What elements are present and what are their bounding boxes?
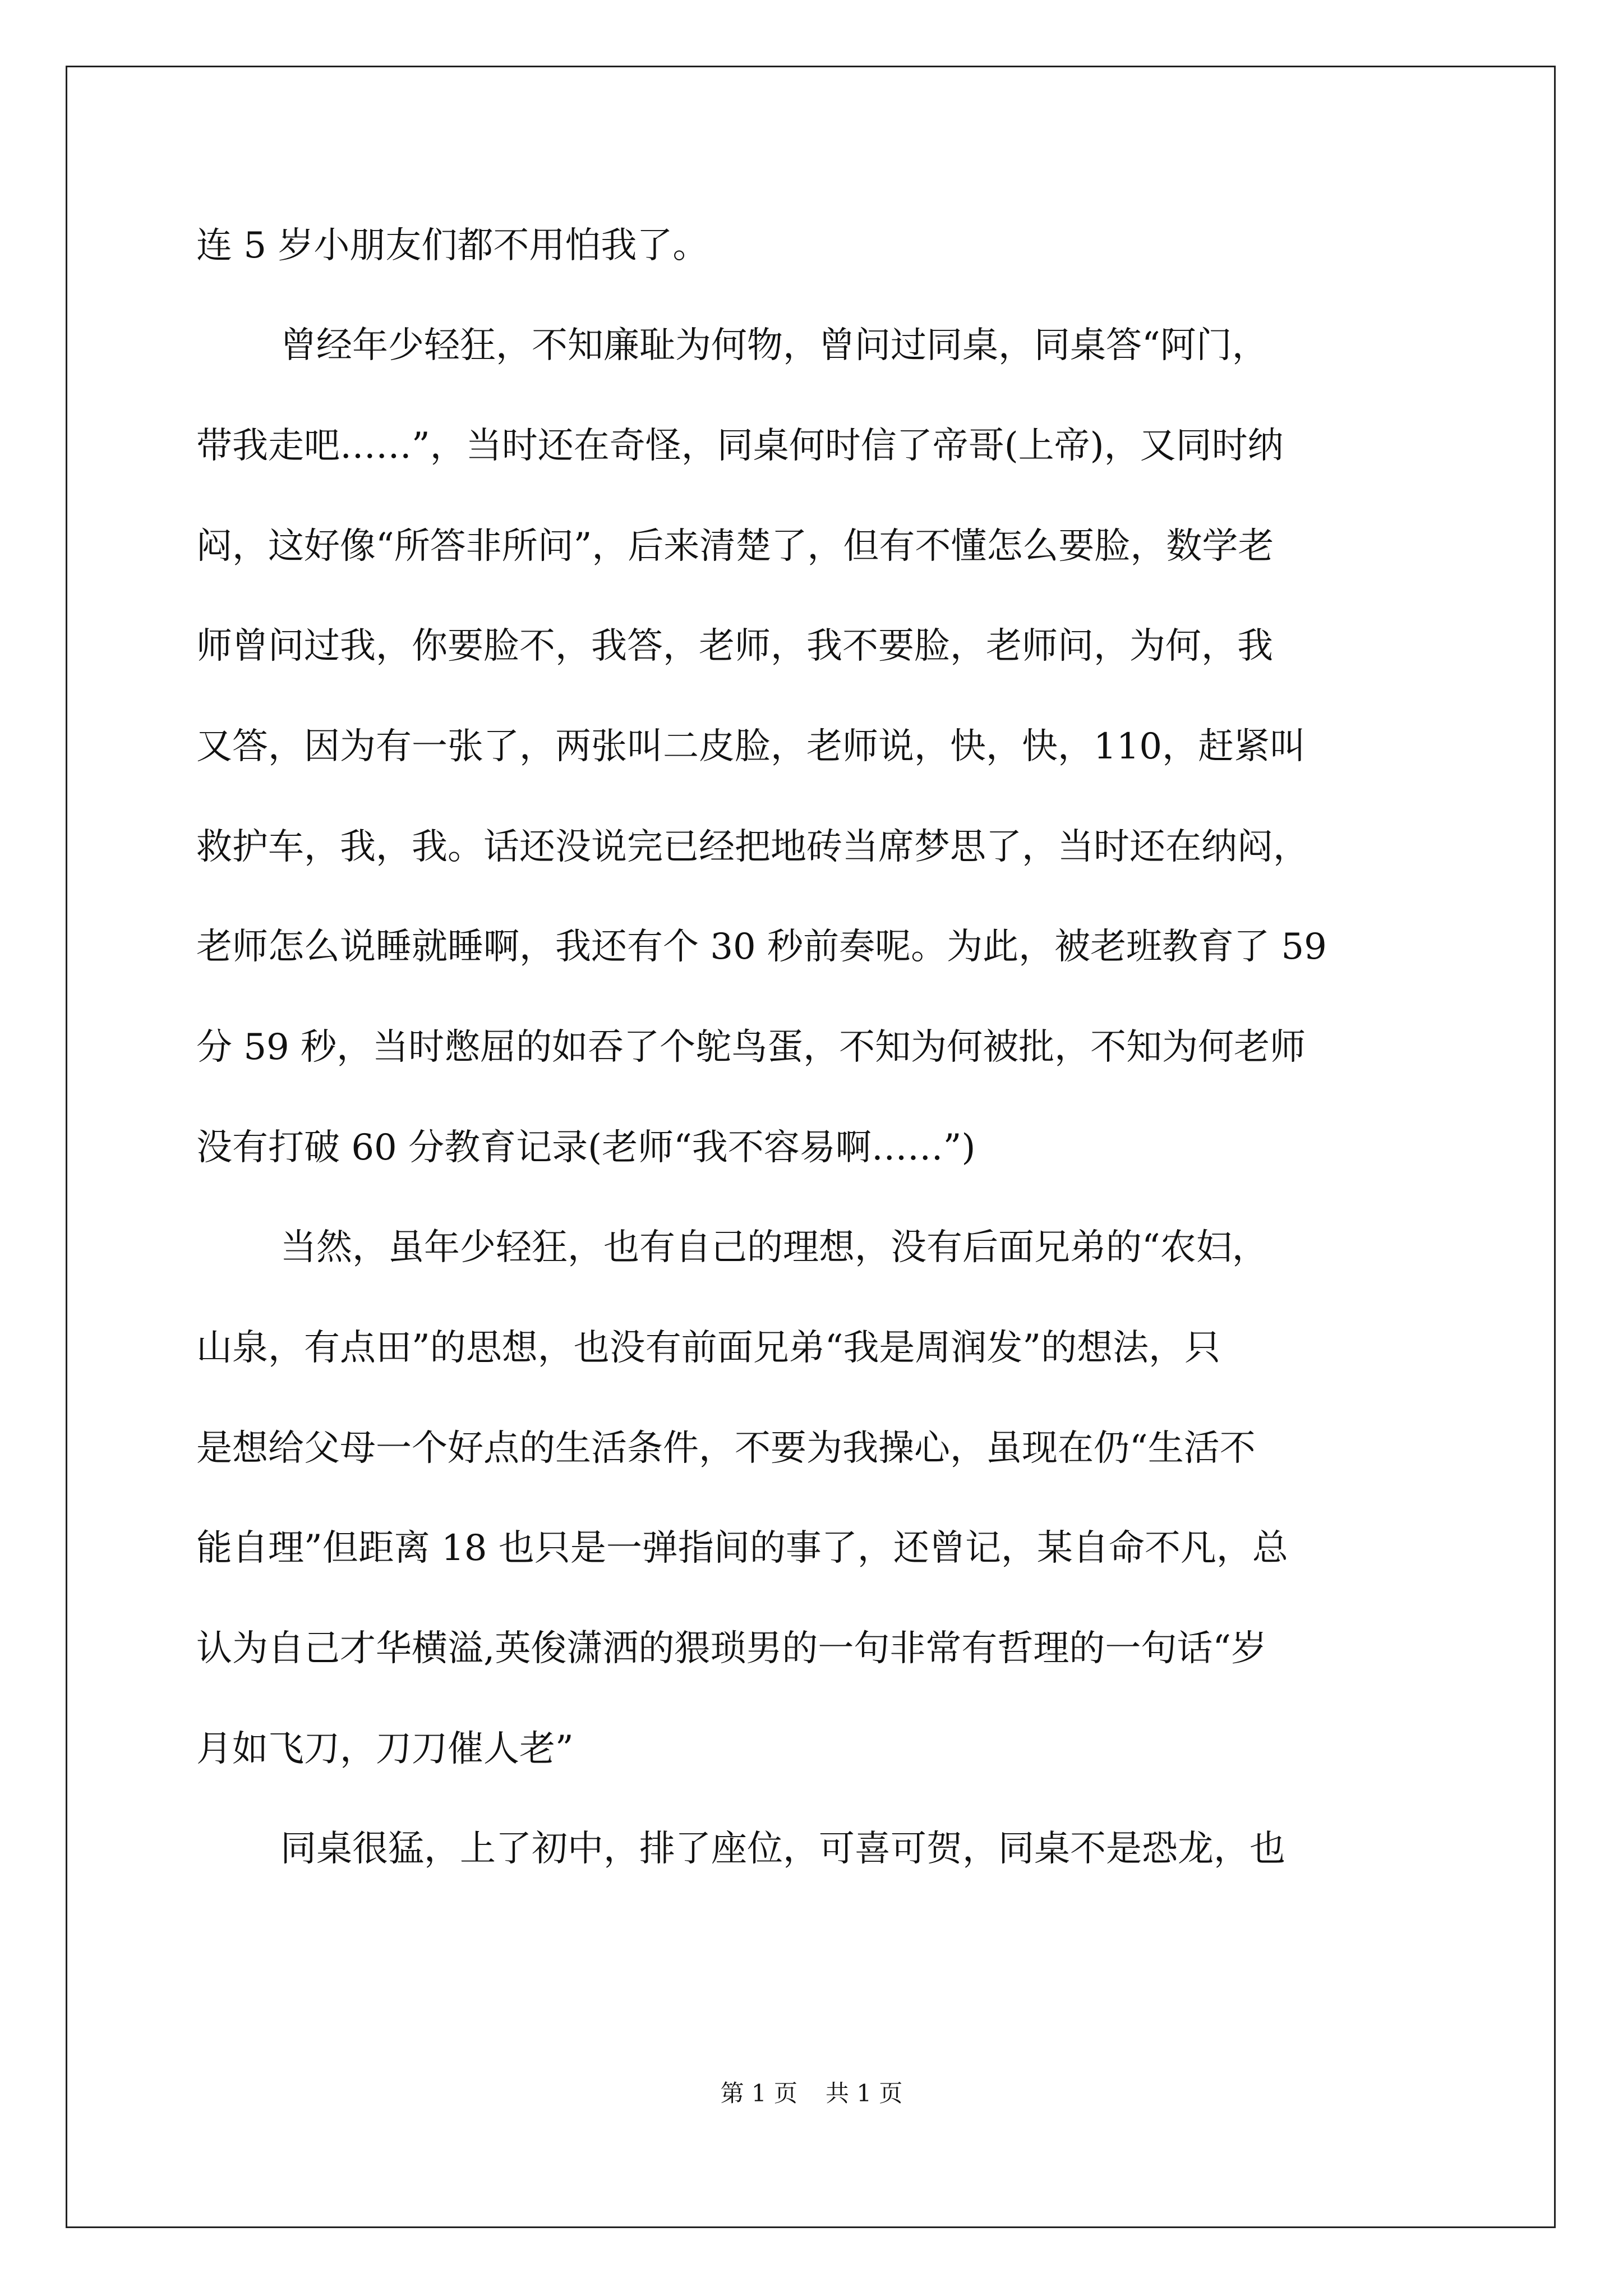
text-line: 能自理”但距离 18 也只是一弹指间的事了，还曾记，某自命不凡，总 xyxy=(196,1527,1288,1569)
text-line: 连 5 岁小朋友们都不用怕我了。 xyxy=(196,225,709,266)
page-number: 第 1 页 xyxy=(720,2079,797,2107)
text-line: 是想给父母一个好点的生活条件，不要为我操心，虽现在仍“生活不 xyxy=(196,1428,1256,1469)
text-line: 没有打破 60 分教育记录(老师“我不容易啊……”) xyxy=(196,1127,976,1168)
text-line: 月如飞刀，刀刀催人老” xyxy=(196,1728,574,1770)
text-line: 带我走吧……”，当时还在奇怪，同桌何时信了帝哥(上帝)，又同时纳 xyxy=(196,425,1284,467)
page-footer xyxy=(0,2077,1623,2110)
text-line: 认为自己才华横溢,英俊潇洒的猥琐男的一句非常有哲理的一句话“岁 xyxy=(196,1628,1267,1669)
paragraph-first-line: 曾经年少轻狂，不知廉耻为何物，曾问过同桌，同桌答“阿门， xyxy=(280,325,1268,366)
text-line: 山泉，有点田”的思想，也没有前面兄弟“我是周润发”的想法，只 xyxy=(196,1327,1221,1369)
text-line: 又答，因为有一张了，两张叫二皮脸，老师说，快，快，110，赶紧叫 xyxy=(196,726,1306,767)
page-total: 共 1 页 xyxy=(826,2079,903,2107)
text-line: 闷，这好像“所答非所问”，后来清楚了，但有不懂怎么要脸，数学老 xyxy=(196,526,1274,567)
text-line: 分 59 秒，当时憋屈的如吞了个鸵鸟蛋，不知为何被批，不知为何老师 xyxy=(196,1027,1306,1068)
text-line: 师曾问过我，你要脸不，我答，老师，我不要脸，老师问，为何，我 xyxy=(196,625,1273,667)
paragraph-first-line: 同桌很猛，上了初中，排了座位，可喜可贺，同桌不是恐龙，也 xyxy=(280,1828,1285,1870)
text-line: 救护车，我，我。话还没说完已经把地砖当席梦思了，当时还在纳闷， xyxy=(196,826,1309,868)
text-line: 老师怎么说睡就睡啊，我还有个 30 秒前奏呢。为此，被老班教育了 59 xyxy=(196,926,1327,968)
paragraph-first-line: 当然，虽年少轻狂，也有自己的理想，没有后面兄弟的“农妇， xyxy=(280,1227,1268,1268)
